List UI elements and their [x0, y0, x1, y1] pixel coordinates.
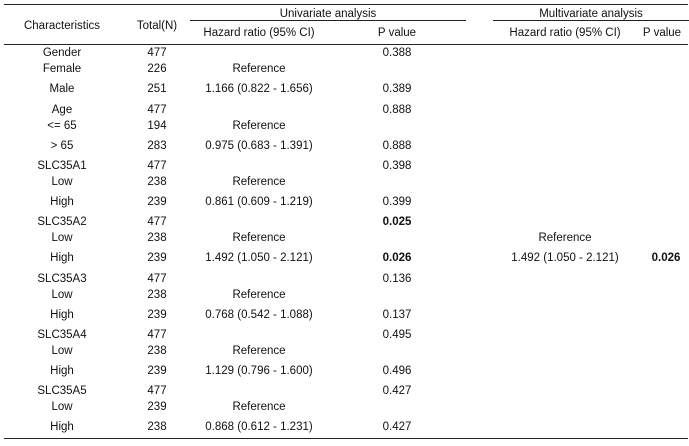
header-rule — [4, 44, 688, 45]
total-cell: 477 — [147, 160, 167, 172]
total-cell: 238 — [147, 232, 167, 244]
univariate-hazard-ratio-cell: Reference — [232, 176, 286, 188]
total-cell: 194 — [147, 120, 167, 132]
univariate-p-value-cell: 0.398 — [382, 160, 412, 172]
characteristic-cell: <= 65 — [47, 120, 77, 132]
univariate-hazard-ratio-cell: 0.768 (0.542 - 1.088) — [205, 309, 313, 321]
univariate-hazard-ratio-cell: Reference — [232, 401, 286, 413]
characteristic-cell: Male — [49, 83, 75, 95]
total-cell: 477 — [147, 216, 167, 228]
characteristic-cell: SLC35A4 — [37, 329, 87, 341]
characteristic-cell: High — [50, 309, 74, 321]
header-univariate: Univariate analysis — [279, 8, 377, 20]
total-cell: 239 — [147, 252, 167, 264]
multivariate-hazard-ratio-cell: Reference — [538, 232, 592, 244]
total-cell: 238 — [147, 421, 167, 433]
univariate-p-value-cell: 0.427 — [382, 385, 412, 397]
univariate-p-value-cell: 0.026 — [382, 252, 412, 264]
univariate-hazard-ratio-cell: Reference — [232, 63, 286, 75]
header-univariate-hazard-ratio: Hazard ratio (95% CI) — [203, 27, 315, 39]
top-rule — [4, 4, 688, 5]
univariate-hazard-ratio-cell: 0.975 (0.683 - 1.391) — [205, 140, 313, 152]
multivariate-hazard-ratio-cell: 1.492 (1.050 - 2.121) — [511, 252, 619, 264]
univariate-hazard-ratio-cell: Reference — [232, 289, 286, 301]
total-cell: 477 — [147, 47, 167, 59]
characteristic-cell: Age — [51, 104, 73, 116]
total-cell: 283 — [147, 140, 167, 152]
univariate-hazard-ratio-cell: 1.166 (0.822 - 1.656) — [205, 83, 313, 95]
univariate-hazard-ratio-cell: Reference — [232, 345, 286, 357]
characteristic-cell: High — [50, 252, 74, 264]
characteristic-cell: Low — [51, 289, 73, 301]
characteristic-cell: Low — [51, 232, 73, 244]
univariate-hazard-ratio-cell: Reference — [232, 120, 286, 132]
univariate-p-value-cell: 0.025 — [382, 216, 412, 228]
total-cell: 226 — [147, 63, 167, 75]
total-cell: 238 — [147, 345, 167, 357]
header-multivariate: Multivariate analysis — [539, 8, 643, 20]
characteristic-cell: High — [50, 196, 74, 208]
univariate-hazard-ratio-cell: 1.492 (1.050 - 2.121) — [205, 252, 313, 264]
characteristic-cell: High — [50, 421, 74, 433]
header-characteristics: Characteristics — [23, 20, 101, 32]
univariate-p-value-cell: 0.388 — [382, 47, 412, 59]
univariate-hazard-ratio-cell: 0.861 (0.609 - 1.219) — [205, 196, 313, 208]
univariate-p-value-cell: 0.136 — [382, 273, 412, 285]
total-cell: 477 — [147, 273, 167, 285]
total-cell: 238 — [147, 176, 167, 188]
univariate-p-value-cell: 0.888 — [382, 140, 412, 152]
characteristic-cell: Low — [51, 345, 73, 357]
total-cell: 251 — [147, 83, 167, 95]
characteristic-cell: Low — [51, 176, 73, 188]
univariate-p-value-cell: 0.137 — [382, 309, 412, 321]
univariate-p-value-cell: 0.888 — [382, 104, 412, 116]
header-total: Total(N) — [136, 20, 178, 32]
characteristic-cell: Female — [42, 63, 82, 75]
characteristic-cell: High — [50, 365, 74, 377]
total-cell: 477 — [147, 104, 167, 116]
univariate-hazard-ratio-cell: 1.129 (0.796 - 1.600) — [205, 365, 313, 377]
univariate-hazard-ratio-cell: 0.868 (0.612 - 1.231) — [205, 421, 313, 433]
multivariate-p-value-cell: 0.026 — [651, 252, 681, 264]
total-cell: 238 — [147, 289, 167, 301]
header-multivariate-p-value: P value — [642, 27, 682, 39]
univariate-p-value-cell: 0.496 — [382, 365, 412, 377]
characteristic-cell: SLC35A3 — [37, 273, 87, 285]
univariate-p-value-cell: 0.399 — [382, 196, 412, 208]
header-multivariate-hazard-ratio: Hazard ratio (95% CI) — [509, 27, 621, 39]
univariate-hazard-ratio-cell: Reference — [232, 232, 286, 244]
total-cell: 477 — [147, 329, 167, 341]
total-cell: 239 — [147, 401, 167, 413]
characteristic-cell: Low — [51, 401, 73, 413]
total-cell: 477 — [147, 385, 167, 397]
total-cell: 239 — [147, 196, 167, 208]
univariate-p-value-cell: 0.389 — [382, 83, 412, 95]
univariate-p-value-cell: 0.427 — [382, 421, 412, 433]
bottom-rule — [4, 438, 688, 439]
characteristic-cell: SLC35A2 — [37, 216, 87, 228]
characteristic-cell: > 65 — [50, 140, 74, 152]
total-cell: 239 — [147, 309, 167, 321]
univariate-p-value-cell: 0.495 — [382, 329, 412, 341]
characteristic-cell: SLC35A1 — [37, 160, 87, 172]
characteristic-cell: SLC35A5 — [37, 385, 87, 397]
header-univariate-p-value: P value — [377, 27, 417, 39]
total-cell: 239 — [147, 365, 167, 377]
characteristic-cell: Gender — [42, 47, 82, 59]
